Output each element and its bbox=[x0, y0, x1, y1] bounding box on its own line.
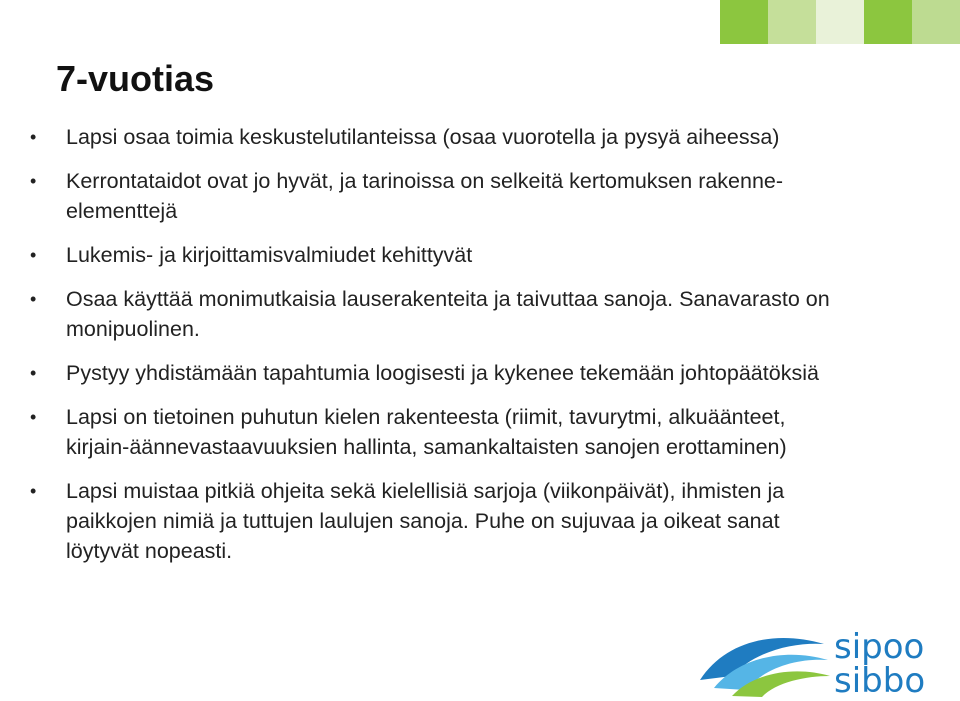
header-block bbox=[0, 0, 720, 44]
bullet-item bbox=[30, 358, 850, 388]
header-block bbox=[912, 0, 960, 44]
decorative-header-band bbox=[0, 0, 960, 44]
bullet-item bbox=[30, 476, 850, 566]
header-block bbox=[816, 0, 864, 44]
header-block bbox=[720, 0, 768, 44]
bullet-text: Osaa käyttää monimutkaisia lauserakenteita ja taivuttaa sanoja. Sanavarasto on monipuolinen. bbox=[66, 287, 830, 341]
bullet-text: Pystyy yhdistämään tapahtumia loogisesti ja kykenee tekemään johtopäätöksiä bbox=[66, 361, 819, 385]
bullet-list bbox=[30, 122, 850, 580]
header-block bbox=[768, 0, 816, 44]
bullet-text: Kerrontataidot ovat jo hyvät, ja tarinoissa on selkeitä kertomuksen rakenne-elementtejä bbox=[66, 169, 784, 223]
bullet-icon: • bbox=[30, 245, 37, 265]
bullet-icon: • bbox=[30, 289, 37, 309]
logo-text-sipoo: sipoo bbox=[834, 627, 925, 667]
bullet-text: Lapsi on tietoinen puhutun kielen rakenteesta (riimit, tavurytmi, alkuäänteet, kirjain-äännevastaavuuksien hallinta, samankaltaisten sanojen erottaminen) bbox=[66, 405, 787, 459]
bullet-item bbox=[30, 166, 850, 226]
slide-title: 7-vuotias bbox=[56, 58, 215, 99]
bullet-icon: • bbox=[30, 171, 37, 191]
bullet-icon: • bbox=[30, 127, 37, 147]
bullet-icon: • bbox=[30, 481, 37, 501]
bullet-icon: • bbox=[30, 407, 37, 427]
bullet-item bbox=[30, 402, 850, 462]
bullet-item bbox=[30, 122, 850, 152]
bullet-item bbox=[30, 240, 850, 270]
bullet-item bbox=[30, 284, 850, 344]
header-block bbox=[864, 0, 912, 44]
bullet-icon: • bbox=[30, 363, 37, 383]
bullet-text: Lapsi osaa toimia keskustelutilanteissa (osaa vuorotella ja pysyä aiheessa) bbox=[66, 125, 780, 149]
bullet-text: Lapsi muistaa pitkiä ohjeita sekä kielellisiä sarjoja (viikonpäivät), ihmisten ja paikkojen nimiä ja tuttujen laulujen sanoja. Puhe on sujuvaa ja oikeat sanat löytyvät nopeasti. bbox=[66, 479, 785, 563]
bullet-text: Lukemis- ja kirjoittamisvalmiudet kehittyvät bbox=[66, 243, 473, 267]
logo-text-sibbo: sibbo bbox=[834, 661, 926, 701]
